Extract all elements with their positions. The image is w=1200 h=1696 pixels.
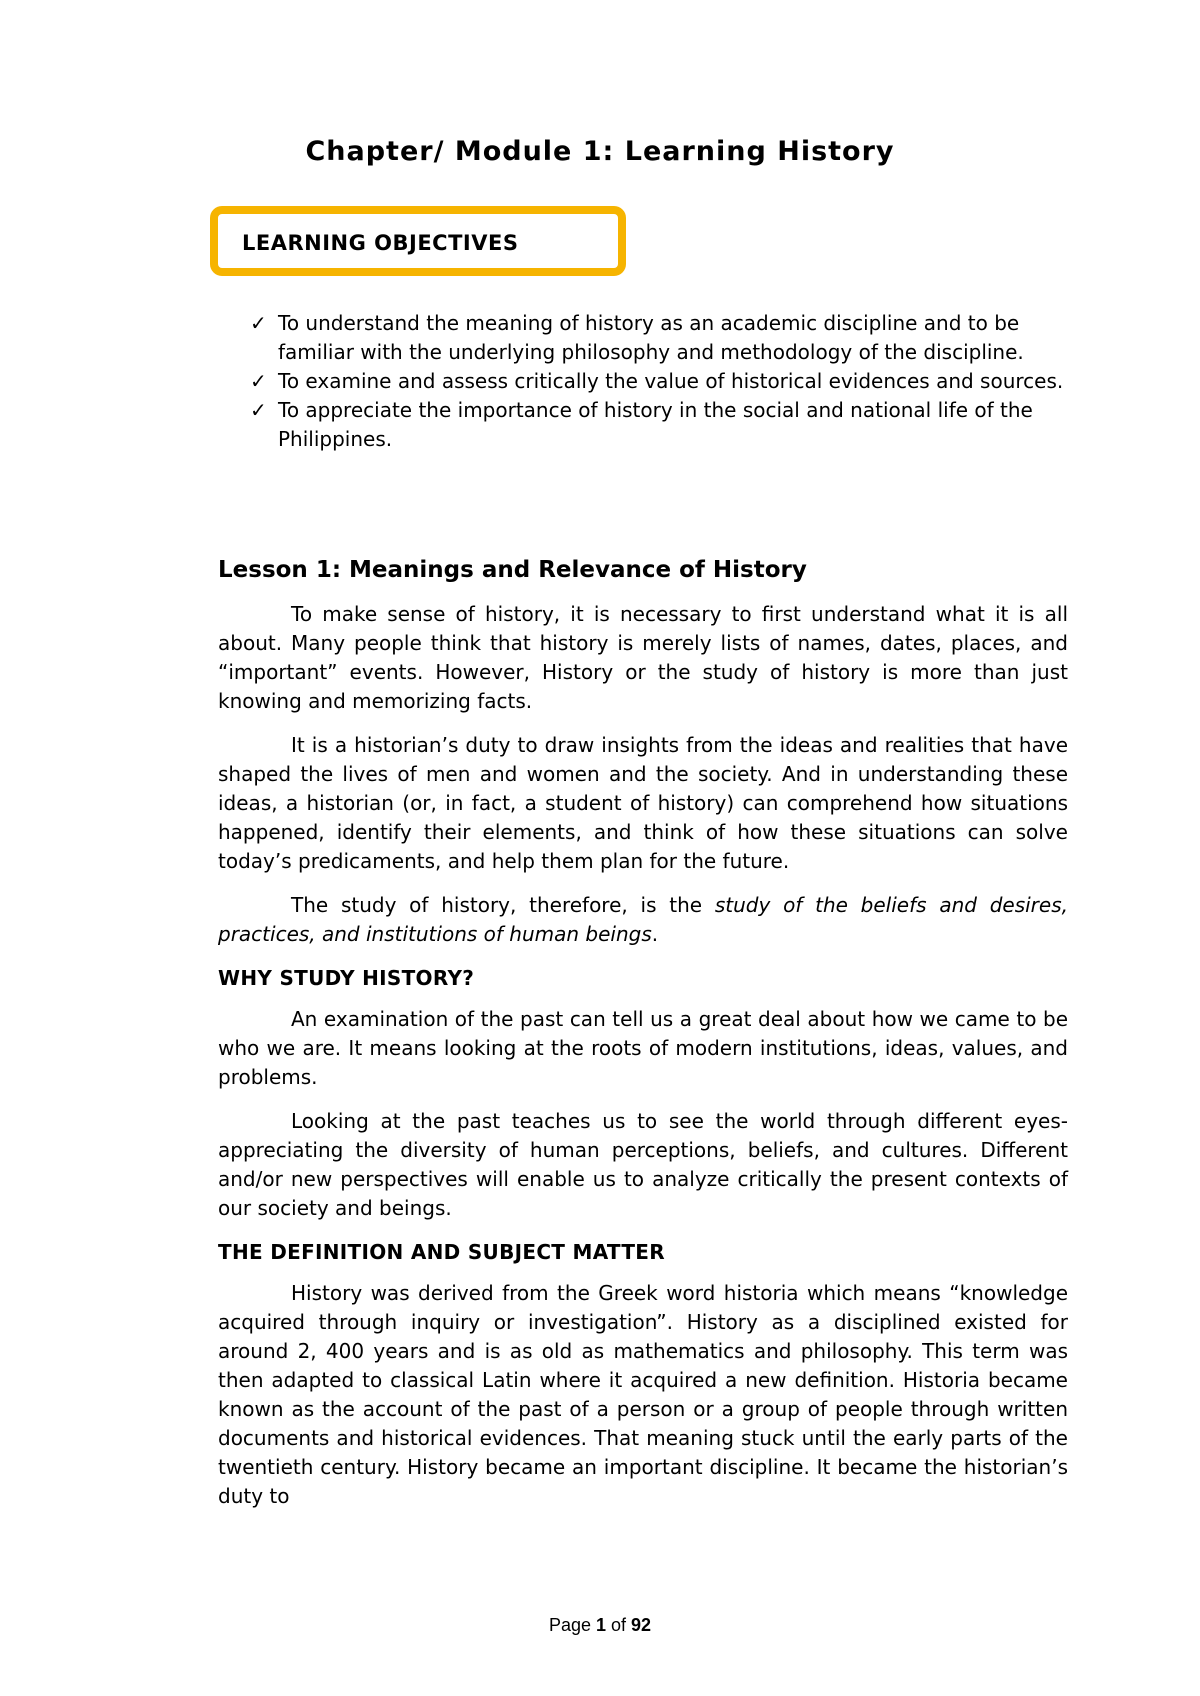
objective-item [250,396,1068,454]
of-word: of [606,1615,632,1635]
objective-item [250,309,1068,367]
check-icon: ✓ [250,369,267,393]
emphasis-text: study of the beliefs and desires, practices, and institutions of human beings [218,893,1068,946]
objectives-list [250,309,1068,454]
objective-item [250,367,1068,396]
section-heading-definition: THE DEFINITION AND SUBJECT MATTER [218,1240,665,1264]
learning-objectives-box [210,206,626,276]
page-word: Page [548,1615,596,1635]
check-icon: ✓ [250,398,267,422]
paragraph: Looking at the past teaches us to see the world through different eyes- appreciating the diversity of human perceptions, beliefs, and cultures. Different and/or new perspectives will enable us to analyze critically the present contexts of our society and beings. [218,1109,1068,1220]
lesson-title: Lesson 1: Meanings and Relevance of History [218,557,807,583]
objective-text: To examine and assess critically the value of historical evidences and sources. [278,369,1064,393]
chapter-title: Chapter/ Module 1: Learning History [305,136,895,167]
paragraph: An examination of the past can tell us a great deal about how we came to be who we are. It means looking at the roots of modern institutions, ideas, values, and problems. [218,1007,1068,1089]
learning-objectives-label: LEARNING OBJECTIVES [242,231,519,255]
lesson-body [218,555,1068,1511]
paragraph: It is a historian’s duty to draw insights from the ideas and realities that have shaped the lives of men and women and the society. And in understanding these ideas, a historian (or, in fact, a student of history) can comprehend how situations happened, identify their elements, and think of how these situations can solve today’s predicaments, and help them plan for the future. [218,733,1068,873]
paragraph: To make sense of history, it is necessary to first understand what it is all about. Many people think that history is merely lists of names, dates, places, and “important” events. However, History or the study of history is more than just knowing and memorizing facts. [218,602,1068,713]
objective-text: To appreciate the importance of history in the social and national life of the Philippines. [278,398,1033,451]
page-footer [0,1615,1200,1636]
paragraph: History was derived from the Greek word historia which means “knowledge acquired through inquiry or investigation”. History as a disciplined existed for around 2, 400 years and is as old as mathematics and philosophy. This term was then adapted to classical Latin where it acquired a new definition. Historia became known as the account of the past of a person or a group of people through written documents and historical evidences. That meaning stuck until the early parts of the twentieth century. History became an important discipline. It became the historian’s duty to [218,1281,1068,1508]
page-current: 1 [595,1615,606,1635]
page-total: 92 [631,1615,652,1635]
paragraph [218,891,1068,949]
paragraph-text: The study of history, therefore, is the [291,893,715,917]
objective-text: To understand the meaning of history as an academic discipline and to be familiar with the underlying philosophy and methodology of the discipline. [278,311,1024,364]
section-heading-why-study-history: WHY STUDY HISTORY? [218,966,475,990]
check-icon: ✓ [250,311,267,335]
paragraph-text: . [651,922,659,946]
